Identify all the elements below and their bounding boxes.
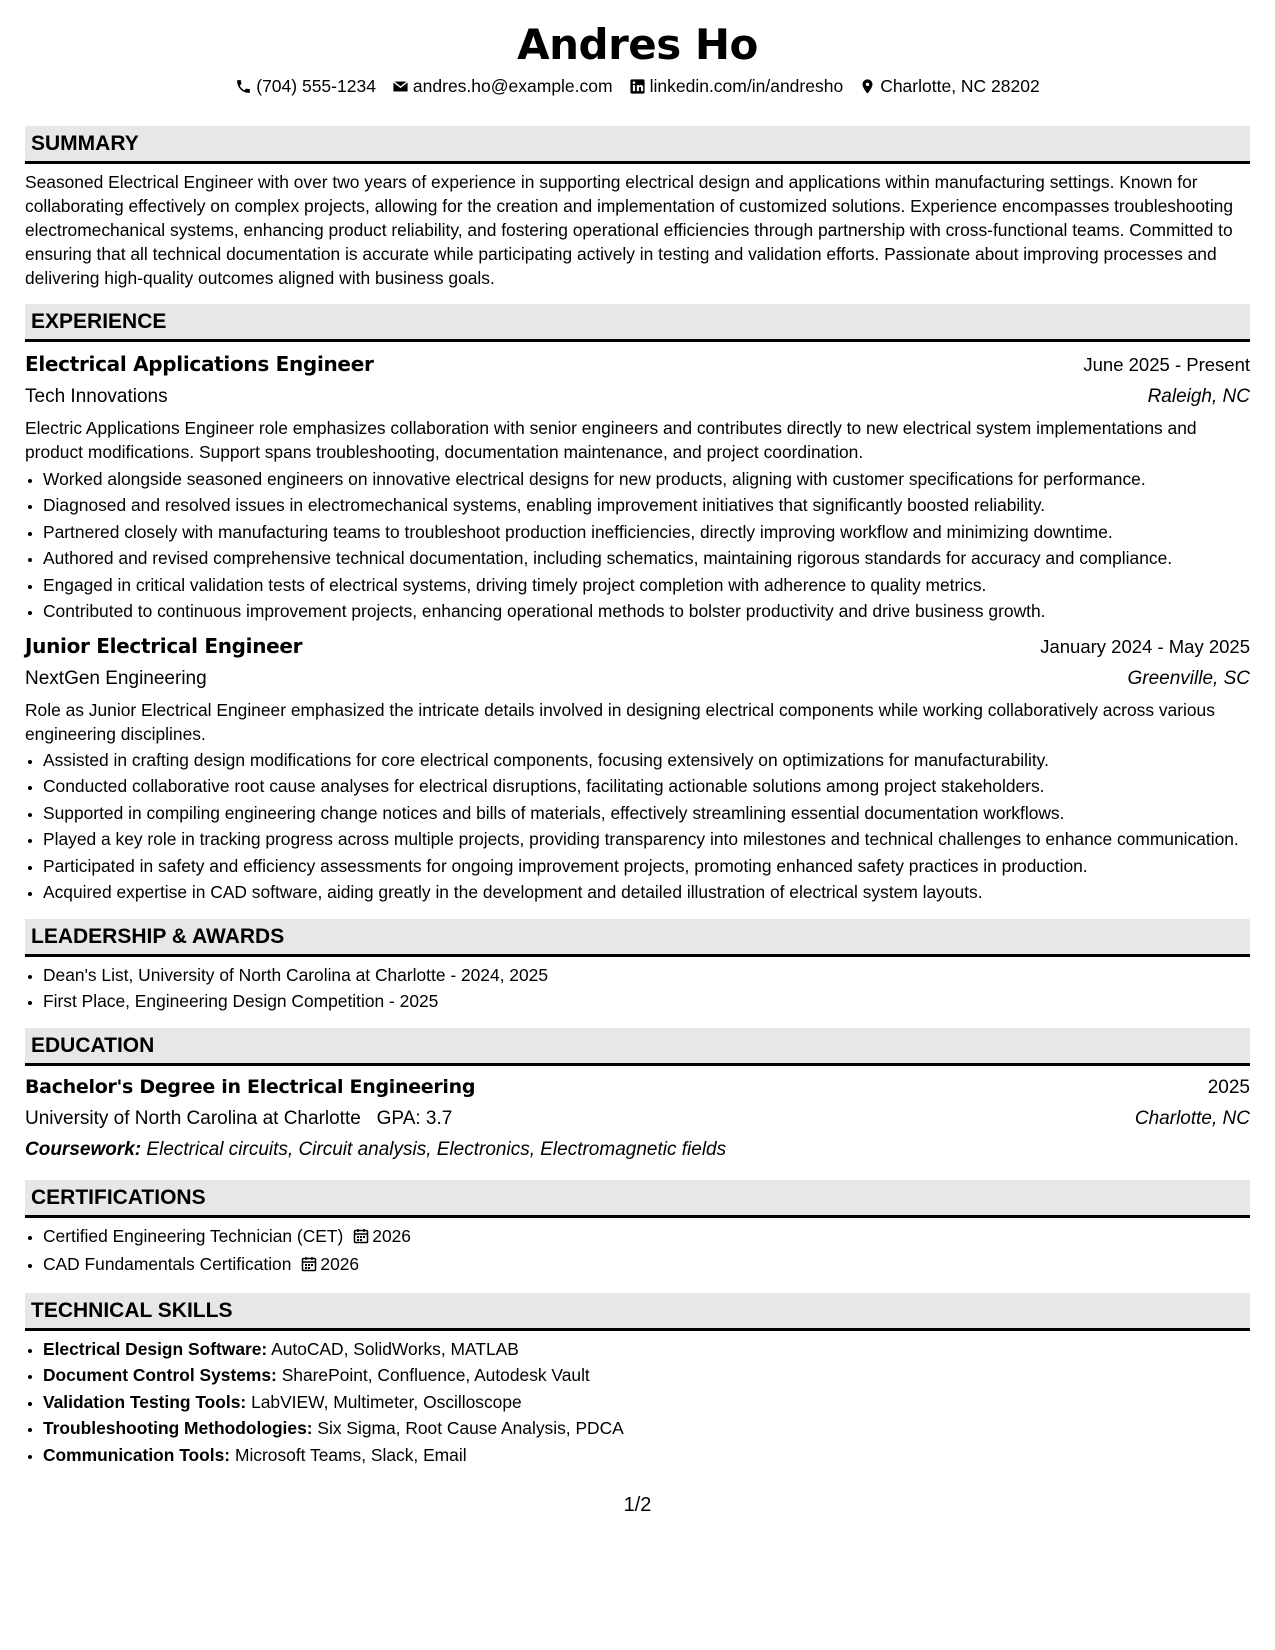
skill-label: Electrical Design Software: xyxy=(43,1338,268,1359)
skill-value: SharePoint, Confluence, Autodesk Vault xyxy=(281,1365,590,1386)
job-description: Electric Applications Engineer role emphasizes collaboration with senior engineers and contributes directly to new electrical system implementations and product modifications. Support spans troubleshooting, documentation maintenance, and project coordination. xyxy=(25,418,1197,463)
job-bullet: • Assisted in crafting design modifications for core electrical components, focusing extensively on optimizations for manufacturability. xyxy=(43,748,1250,773)
map-pin-icon xyxy=(859,78,876,95)
section-header-experience: EXPERIENCE xyxy=(25,304,1250,342)
job-entry xyxy=(25,630,1250,905)
skill-item xyxy=(43,1443,1250,1468)
contact-phone[interactable] xyxy=(235,74,376,98)
linkedin-text: linkedin.com/in/andresho xyxy=(649,76,844,97)
job-company: NextGen Engineering xyxy=(25,667,207,689)
job-bullets xyxy=(25,748,1250,905)
contact-bar xyxy=(25,74,1250,98)
skill-label: Validation Testing Tools: xyxy=(43,1391,247,1412)
job-bullet: • Supported in compiling engineering change notices and bills of materials, effectively streamlining essential documentation workflows. xyxy=(43,801,1250,826)
skill-item xyxy=(43,1337,1250,1362)
skill-value: Microsoft Teams, Slack, Email xyxy=(234,1444,467,1465)
edu-school-line xyxy=(25,1104,452,1134)
job-bullet: • Engaged in critical validation tests of electrical systems, driving timely project completion with adherence to quality metrics. xyxy=(43,573,1250,598)
skill-value: LabVIEW, Multimeter, Oscilloscope xyxy=(251,1391,522,1412)
section-header-leadership: LEADERSHIP & AWARDS xyxy=(25,919,1250,957)
skill-label: Troubleshooting Methodologies: xyxy=(43,1418,313,1439)
cert-year: 2026 xyxy=(320,1254,360,1275)
edu-coursework xyxy=(25,1134,1250,1166)
phone-icon xyxy=(235,78,252,95)
contact-email[interactable] xyxy=(392,74,613,98)
coursework-text: Electrical circuits, Circuit analysis, Electronics, Electromagnetic fields xyxy=(146,1138,727,1160)
coursework-label: Coursework: xyxy=(25,1138,142,1160)
cert-name: CAD Fundamentals Certification xyxy=(43,1254,292,1275)
job-entry xyxy=(25,348,1250,623)
linkedin-icon xyxy=(629,78,646,95)
section-header-education: EDUCATION xyxy=(25,1028,1250,1066)
skill-item xyxy=(43,1390,1250,1415)
job-bullet: • Partnered closely with manufacturing teams to troubleshoot production inefficiencies, directly improving workflow and minimizing downtime. xyxy=(43,520,1250,545)
job-bullet: • Authored and revised comprehensive technical documentation, including schematics, maintaining rigorous standards for accuracy and compliance. xyxy=(43,546,1250,571)
award-item: • First Place, Engineering Design Competition - 2025 xyxy=(43,989,1250,1014)
skill-value: Six Sigma, Root Cause Analysis, PDCA xyxy=(317,1418,624,1439)
job-bullet: • Acquired expertise in CAD software, aiding greatly in the development and detailed illustration of electrical system layouts. xyxy=(43,880,1250,905)
edu-degree: Bachelor's Degree in Electrical Engineering xyxy=(25,1075,476,1098)
job-title: Junior Electrical Engineer xyxy=(25,633,303,658)
skill-label: Communication Tools: xyxy=(43,1444,231,1465)
summary-text: Seasoned Electrical Engineer with over two years of experience in supporting electrical design and applications within manufacturing settings. Known for collaborating effectively on complex projects, allowing for the creation and implementation of customized solutions. Experience encompasses troubleshooting electromechanical systems, enhancing product reliability, and fostering operational efficiencies through partnership with cross-functional teams. Committed to ensuring that all technical documentation is accurate while participating actively in testing and validation efforts. Passionate about improving processes and delivering high-quality outcomes aligned with business goals. xyxy=(25,172,1234,289)
contact-location xyxy=(859,74,1040,98)
cert-item xyxy=(43,1224,1250,1251)
job-location: Raleigh, NC xyxy=(1147,386,1250,408)
section-header-certifications: CERTIFICATIONS xyxy=(25,1180,1250,1218)
leadership-list xyxy=(25,963,1250,1014)
education-entry xyxy=(25,1072,1250,1166)
certifications-list xyxy=(25,1224,1250,1279)
job-bullet: • Conducted collaborative root cause analyses for electrical disruptions, facilitating actionable solutions among project stakeholders. xyxy=(43,774,1250,799)
job-company: Tech Innovations xyxy=(25,386,168,408)
job-bullet: • Diagnosed and resolved issues in electromechanical systems, enabling improvement initiatives that significantly boosted reliability. xyxy=(43,493,1250,518)
email-text: andres.ho@example.com xyxy=(412,76,613,97)
award-item: • Dean's List, University of North Carolina at Charlotte - 2024, 2025 xyxy=(43,963,1250,988)
job-dates: January 2024 - May 2025 xyxy=(1040,635,1250,657)
cert-name: Certified Engineering Technician (CET) xyxy=(43,1225,344,1246)
calendar-icon xyxy=(353,1226,369,1251)
job-dates: June 2025 - Present xyxy=(1083,354,1250,376)
job-location: Greenville, SC xyxy=(1127,667,1250,689)
page-number: 1/2 xyxy=(623,1494,652,1516)
edu-year: 2025 xyxy=(1207,1076,1250,1098)
experience-list xyxy=(25,348,1250,904)
job-description: Role as Junior Electrical Engineer emphasized the intricate details involved in designing electrical components while working collaboratively across various engineering disciplines. xyxy=(25,699,1215,744)
resume-page xyxy=(25,20,1250,1469)
section-header-skills: TECHNICAL SKILLS xyxy=(25,1293,1250,1331)
job-bullet: • Worked alongside seasoned engineers on innovative electrical designs for new products, aligning with customer specifications for performance. xyxy=(43,467,1250,492)
skill-item xyxy=(43,1363,1250,1388)
cert-year: 2026 xyxy=(372,1225,411,1246)
job-bullet: • Contributed to continuous improvement projects, enhancing operational methods to bolster productivity and drive business growth. xyxy=(43,599,1250,624)
contact-linkedin[interactable] xyxy=(629,74,844,98)
cert-item xyxy=(43,1252,1250,1279)
edu-school: University of North Carolina at Charlotte xyxy=(25,1107,361,1129)
edu-location: Charlotte, NC xyxy=(1134,1107,1250,1129)
edu-gpa: GPA: 3.7 xyxy=(376,1107,453,1129)
calendar-icon xyxy=(301,1254,317,1279)
skill-item xyxy=(43,1416,1250,1441)
job-bullets xyxy=(25,467,1250,624)
location-text: Charlotte, NC 28202 xyxy=(880,76,1040,97)
job-title: Electrical Applications Engineer xyxy=(25,352,374,377)
job-bullet: • Participated in safety and efficiency assessments for ongoing improvement projects, promoting enhanced safety practices in production. xyxy=(43,854,1250,879)
candidate-name: Andres Ho xyxy=(517,20,758,69)
job-bullet: • Played a key role in tracking progress across multiple projects, providing transparency into milestones and technical challenges to enhance communication. xyxy=(43,827,1250,852)
phone-text: (704) 555-1234 xyxy=(256,76,376,97)
skill-label: Document Control Systems: xyxy=(43,1365,277,1386)
section-header-summary: SUMMARY xyxy=(25,126,1250,164)
envelope-icon xyxy=(392,78,409,95)
skill-value: AutoCAD, SolidWorks, MATLAB xyxy=(271,1338,519,1359)
skills-list xyxy=(25,1337,1250,1468)
